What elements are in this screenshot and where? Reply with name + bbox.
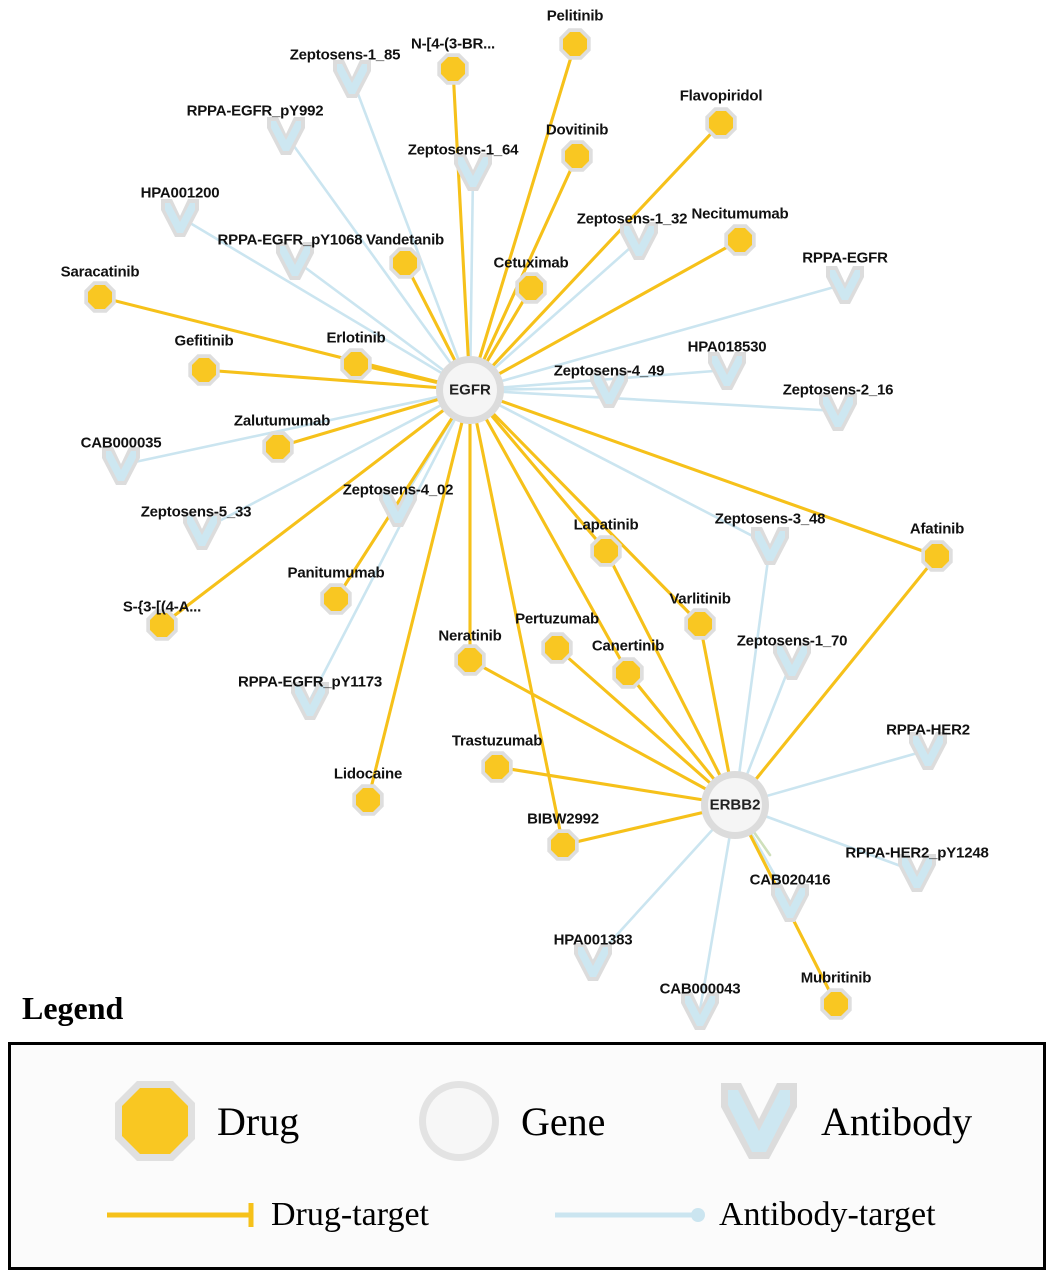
legend-label-drug-target: Drug-target [271, 1196, 429, 1233]
drug-label: Pertuzumab [515, 610, 599, 628]
antibody-icon [711, 1073, 807, 1169]
antibody-node [267, 117, 305, 155]
drug-label: Erlotinib [326, 329, 386, 347]
antibody-label: HPA018530 [687, 338, 767, 356]
edge [470, 390, 700, 624]
drug-node [921, 540, 952, 571]
antibody-label: HPA001383 [553, 931, 633, 949]
drug-label: Lidocaine [333, 765, 403, 783]
legend-title: Legend [22, 990, 124, 1026]
antibody-label: Zeptosens-1_32 [576, 210, 688, 228]
antibody-label: Zeptosens-1_64 [407, 141, 519, 159]
legend-item-antibody-target [551, 1195, 936, 1235]
edge [470, 44, 575, 390]
drug-node [705, 107, 736, 138]
antibody-label: RPPA-HER2 [886, 721, 970, 739]
drug-node [515, 272, 546, 303]
antibody-label: Zeptosens-1_70 [736, 632, 848, 650]
drug-label: Flavopiridol [679, 87, 763, 105]
drug-node [84, 281, 115, 312]
drug-label: Neratinib [438, 627, 502, 645]
drug-node [684, 608, 715, 639]
antibody-label: Zeptosens-3_48 [714, 510, 826, 528]
drug-label: Cetuximab [493, 254, 569, 272]
drug-node [481, 751, 512, 782]
drug-label: Necitumumab [691, 205, 789, 223]
antibody-label: HPA001200 [140, 184, 220, 202]
drug-label: Lapatinib [573, 516, 639, 534]
drug-node [262, 431, 293, 462]
gene-label: EGFR [449, 381, 491, 399]
drug-node [559, 28, 590, 59]
antibody-label: Zeptosens-5_33 [140, 503, 252, 521]
drug-node [612, 657, 643, 688]
drug-label: Canertinib [591, 637, 665, 655]
antibody-target-edge-icon [551, 1195, 711, 1235]
antibody-label: CAB000043 [659, 980, 741, 998]
drug-target-edge-icon [103, 1195, 263, 1235]
antibody-node [161, 199, 199, 237]
drug-node [590, 535, 621, 566]
antibody-label: RPPA-EGFR_pY1068 [217, 231, 363, 249]
drug-label: Gefitinib [174, 332, 234, 350]
antibody-node [574, 943, 612, 981]
antibody-label: CAB020416 [749, 871, 831, 889]
antibody-node [751, 527, 789, 565]
drug-label: Pelitinib [546, 7, 604, 25]
drug-label: Afatinib [909, 520, 965, 538]
legend-edges-row [11, 1195, 1043, 1255]
legend-label-drug: Drug [217, 1098, 300, 1144]
edge [453, 69, 470, 390]
drug-icon [107, 1073, 203, 1169]
drug-label: N-[4-(3-BR... [410, 35, 496, 53]
legend-label-antibody: Antibody [821, 1098, 973, 1144]
antibody-label: RPPA-EGFR_pY992 [186, 102, 324, 120]
drug-node [437, 53, 468, 84]
legend-box [8, 1042, 1046, 1270]
antibody-label: RPPA-EGFR_pY1173 [237, 673, 383, 691]
drug-node [389, 247, 420, 278]
drug-label: Dovitinib [545, 121, 609, 139]
gene-label: ERBB2 [709, 796, 761, 814]
legend-item-drug [107, 1073, 299, 1169]
edge [735, 556, 937, 805]
antibody-label: Zeptosens-2_16 [782, 381, 894, 399]
drug-label: Panitumumab [287, 564, 385, 582]
drug-label: Trastuzumab [451, 732, 543, 750]
antibody-label: Zeptosens-1_85 [289, 46, 401, 64]
edge [470, 156, 577, 390]
antibody-label: RPPA-EGFR [802, 249, 888, 267]
drug-node [454, 644, 485, 675]
antibody-node [681, 992, 719, 1030]
edge [310, 390, 470, 700]
drug-label: Zalutumumab [233, 412, 331, 430]
legend-item-antibody [711, 1073, 972, 1169]
legend-label-gene: Gene [521, 1098, 606, 1144]
drug-label: Varlitinib [669, 590, 731, 608]
antibody-node [708, 352, 746, 390]
antibody-node [826, 266, 864, 304]
drug-node [724, 224, 755, 255]
antibody-node [102, 447, 140, 485]
drug-label: Mubritinib [800, 969, 872, 987]
drug-node [188, 354, 219, 385]
legend-item-drug-target [103, 1195, 429, 1235]
drug-label: S-{3-[(4-A... [122, 598, 202, 616]
drug-node [352, 784, 383, 815]
antibody-node [819, 393, 857, 431]
antibody-node [333, 60, 371, 98]
drug-node [541, 632, 572, 663]
antibody-label: Zeptosens-4_49 [553, 362, 665, 380]
gene-icon [411, 1073, 507, 1169]
drug-node [820, 988, 851, 1019]
drug-label: BIBW2992 [527, 810, 599, 828]
antibody-node [771, 884, 809, 922]
antibody-label: CAB000035 [80, 434, 162, 452]
legend-item-gene [411, 1073, 605, 1169]
drug-node [547, 829, 578, 860]
drug-node [340, 348, 371, 379]
drug-label: Saracatinib [60, 263, 140, 281]
antibody-label: RPPA-HER2_pY1248 [845, 844, 989, 862]
drug-node [561, 140, 592, 171]
legend-label-antibody-target: Antibody-target [719, 1196, 936, 1233]
legend-shapes-row [11, 1065, 1043, 1175]
drug-label: Vandetanib [365, 231, 445, 249]
antibody-label: Zeptosens-4_02 [342, 481, 454, 499]
drug-node [320, 583, 351, 614]
antibody-node [620, 222, 658, 260]
